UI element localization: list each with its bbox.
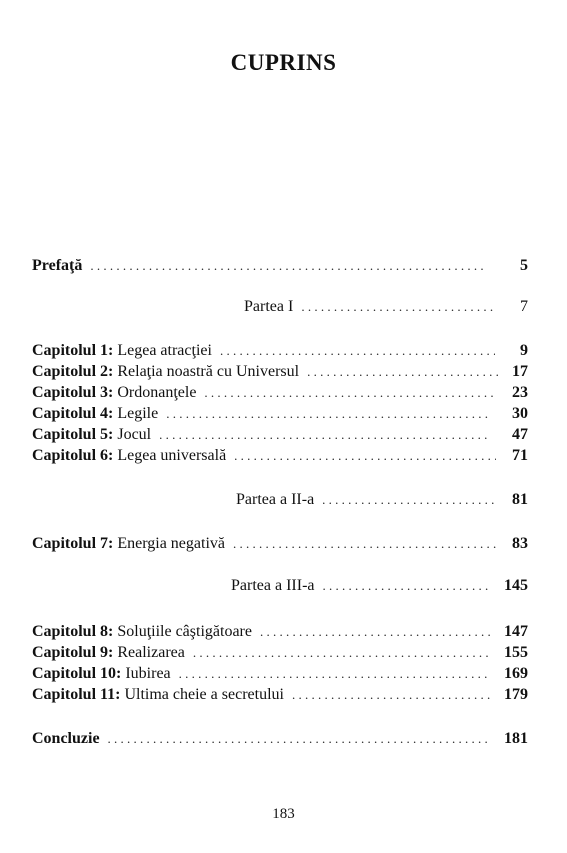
toc-entry-name: Soluţiile câştigătoare xyxy=(117,623,252,640)
toc-part-page: 81 xyxy=(512,491,528,508)
toc-entry-page: 169 xyxy=(504,665,528,682)
leader-dots xyxy=(301,296,493,318)
toc-entry-name: Jocul xyxy=(117,426,152,443)
toc-entry-chapter-7 xyxy=(32,533,528,555)
toc-entry-label: Capitolul 4: xyxy=(32,405,114,422)
page-title: CUPRINS xyxy=(230,50,337,75)
toc-entry-page: 17 xyxy=(512,363,528,380)
toc-entry-name: Ordonanţele xyxy=(117,384,197,401)
page-number: 183 xyxy=(272,806,295,822)
toc-entry-page: 47 xyxy=(512,426,528,443)
toc-entry-chapter-8 xyxy=(32,621,528,643)
toc-entry-chapter-5 xyxy=(32,424,528,446)
toc-entry-chapter-11 xyxy=(32,684,528,706)
leader-dots xyxy=(292,684,490,706)
leader-dots xyxy=(204,382,494,404)
toc-part-3 xyxy=(231,575,528,597)
toc-entry-name: Legea atracţiei xyxy=(117,342,212,359)
leader-dots xyxy=(193,642,490,664)
toc-part-label: Partea I xyxy=(244,298,294,315)
leader-dots xyxy=(307,361,498,383)
toc-part-1 xyxy=(244,296,528,318)
toc-entry-name: Energia negativă xyxy=(117,535,225,552)
leader-dots xyxy=(108,728,488,750)
toc-entry-page: 23 xyxy=(512,384,528,401)
toc-entry-chapter-3 xyxy=(32,382,528,404)
leader-dots xyxy=(322,489,495,511)
toc-entry-label: Prefaţă xyxy=(32,257,83,274)
toc-entry-name: Legile xyxy=(117,405,159,422)
leader-dots xyxy=(233,533,496,555)
toc-entry-label: Capitolul 3: xyxy=(32,384,114,401)
toc-entry-name: Realizarea xyxy=(117,644,185,661)
toc-entry-chapter-6 xyxy=(32,445,528,467)
toc-entry-page: 71 xyxy=(512,447,528,464)
toc-part-page: 7 xyxy=(520,298,528,315)
toc-part-label: Partea a III-a xyxy=(231,577,315,594)
toc-entry-name: Ultima cheie a secretului xyxy=(124,686,284,703)
toc-entry-label: Capitolul 2: xyxy=(32,363,114,380)
toc-entry-label: Capitolul 8: xyxy=(32,623,114,640)
toc-entry-chapter-10 xyxy=(32,663,528,685)
toc-entry-page: 30 xyxy=(512,405,528,422)
toc-entry-label: Concluzie xyxy=(32,730,100,747)
toc-entry-page: 9 xyxy=(520,342,528,359)
leader-dots xyxy=(90,255,487,277)
toc-entry-page: 147 xyxy=(504,623,528,640)
toc-entry-chapter-1 xyxy=(32,340,528,362)
toc-entry-name: Relaţia noastră cu Universul xyxy=(117,363,300,380)
leader-dots xyxy=(260,621,490,643)
toc-entry-page: 5 xyxy=(520,257,528,274)
leader-dots xyxy=(220,340,495,362)
toc-part-label: Partea a II-a xyxy=(236,491,315,508)
toc-entry-chapter-9 xyxy=(32,642,528,664)
toc-entry-prefata xyxy=(32,255,528,277)
toc-part-page: 145 xyxy=(504,577,528,594)
toc-entry-label: Capitolul 9: xyxy=(32,644,114,661)
leader-dots xyxy=(234,445,496,467)
toc-entry-page: 155 xyxy=(504,644,528,661)
toc-entry-label: Capitolul 6: xyxy=(32,447,114,464)
toc-entry-label: Capitolul 7: xyxy=(32,535,114,552)
leader-dots xyxy=(179,663,490,685)
toc-entry-concluzie xyxy=(32,728,528,750)
toc-entry-name: Legea universală xyxy=(117,447,227,464)
toc-entry-page: 83 xyxy=(512,535,528,552)
toc-entry-label: Capitolul 10: xyxy=(32,665,122,682)
leader-dots xyxy=(323,575,491,597)
toc-entry-chapter-2 xyxy=(32,361,528,383)
leader-dots xyxy=(166,403,492,425)
toc-part-2 xyxy=(236,489,528,511)
toc-entry-page: 181 xyxy=(504,730,528,747)
toc-entry-name: Iubirea xyxy=(125,665,171,682)
toc-entry-label: Capitolul 5: xyxy=(32,426,114,443)
leader-dots xyxy=(159,424,491,446)
toc-entry-label: Capitolul 11: xyxy=(32,686,121,703)
toc-entry-label: Capitolul 1: xyxy=(32,342,114,359)
toc-entry-page: 179 xyxy=(504,686,528,703)
toc-entry-chapter-4 xyxy=(32,403,528,425)
